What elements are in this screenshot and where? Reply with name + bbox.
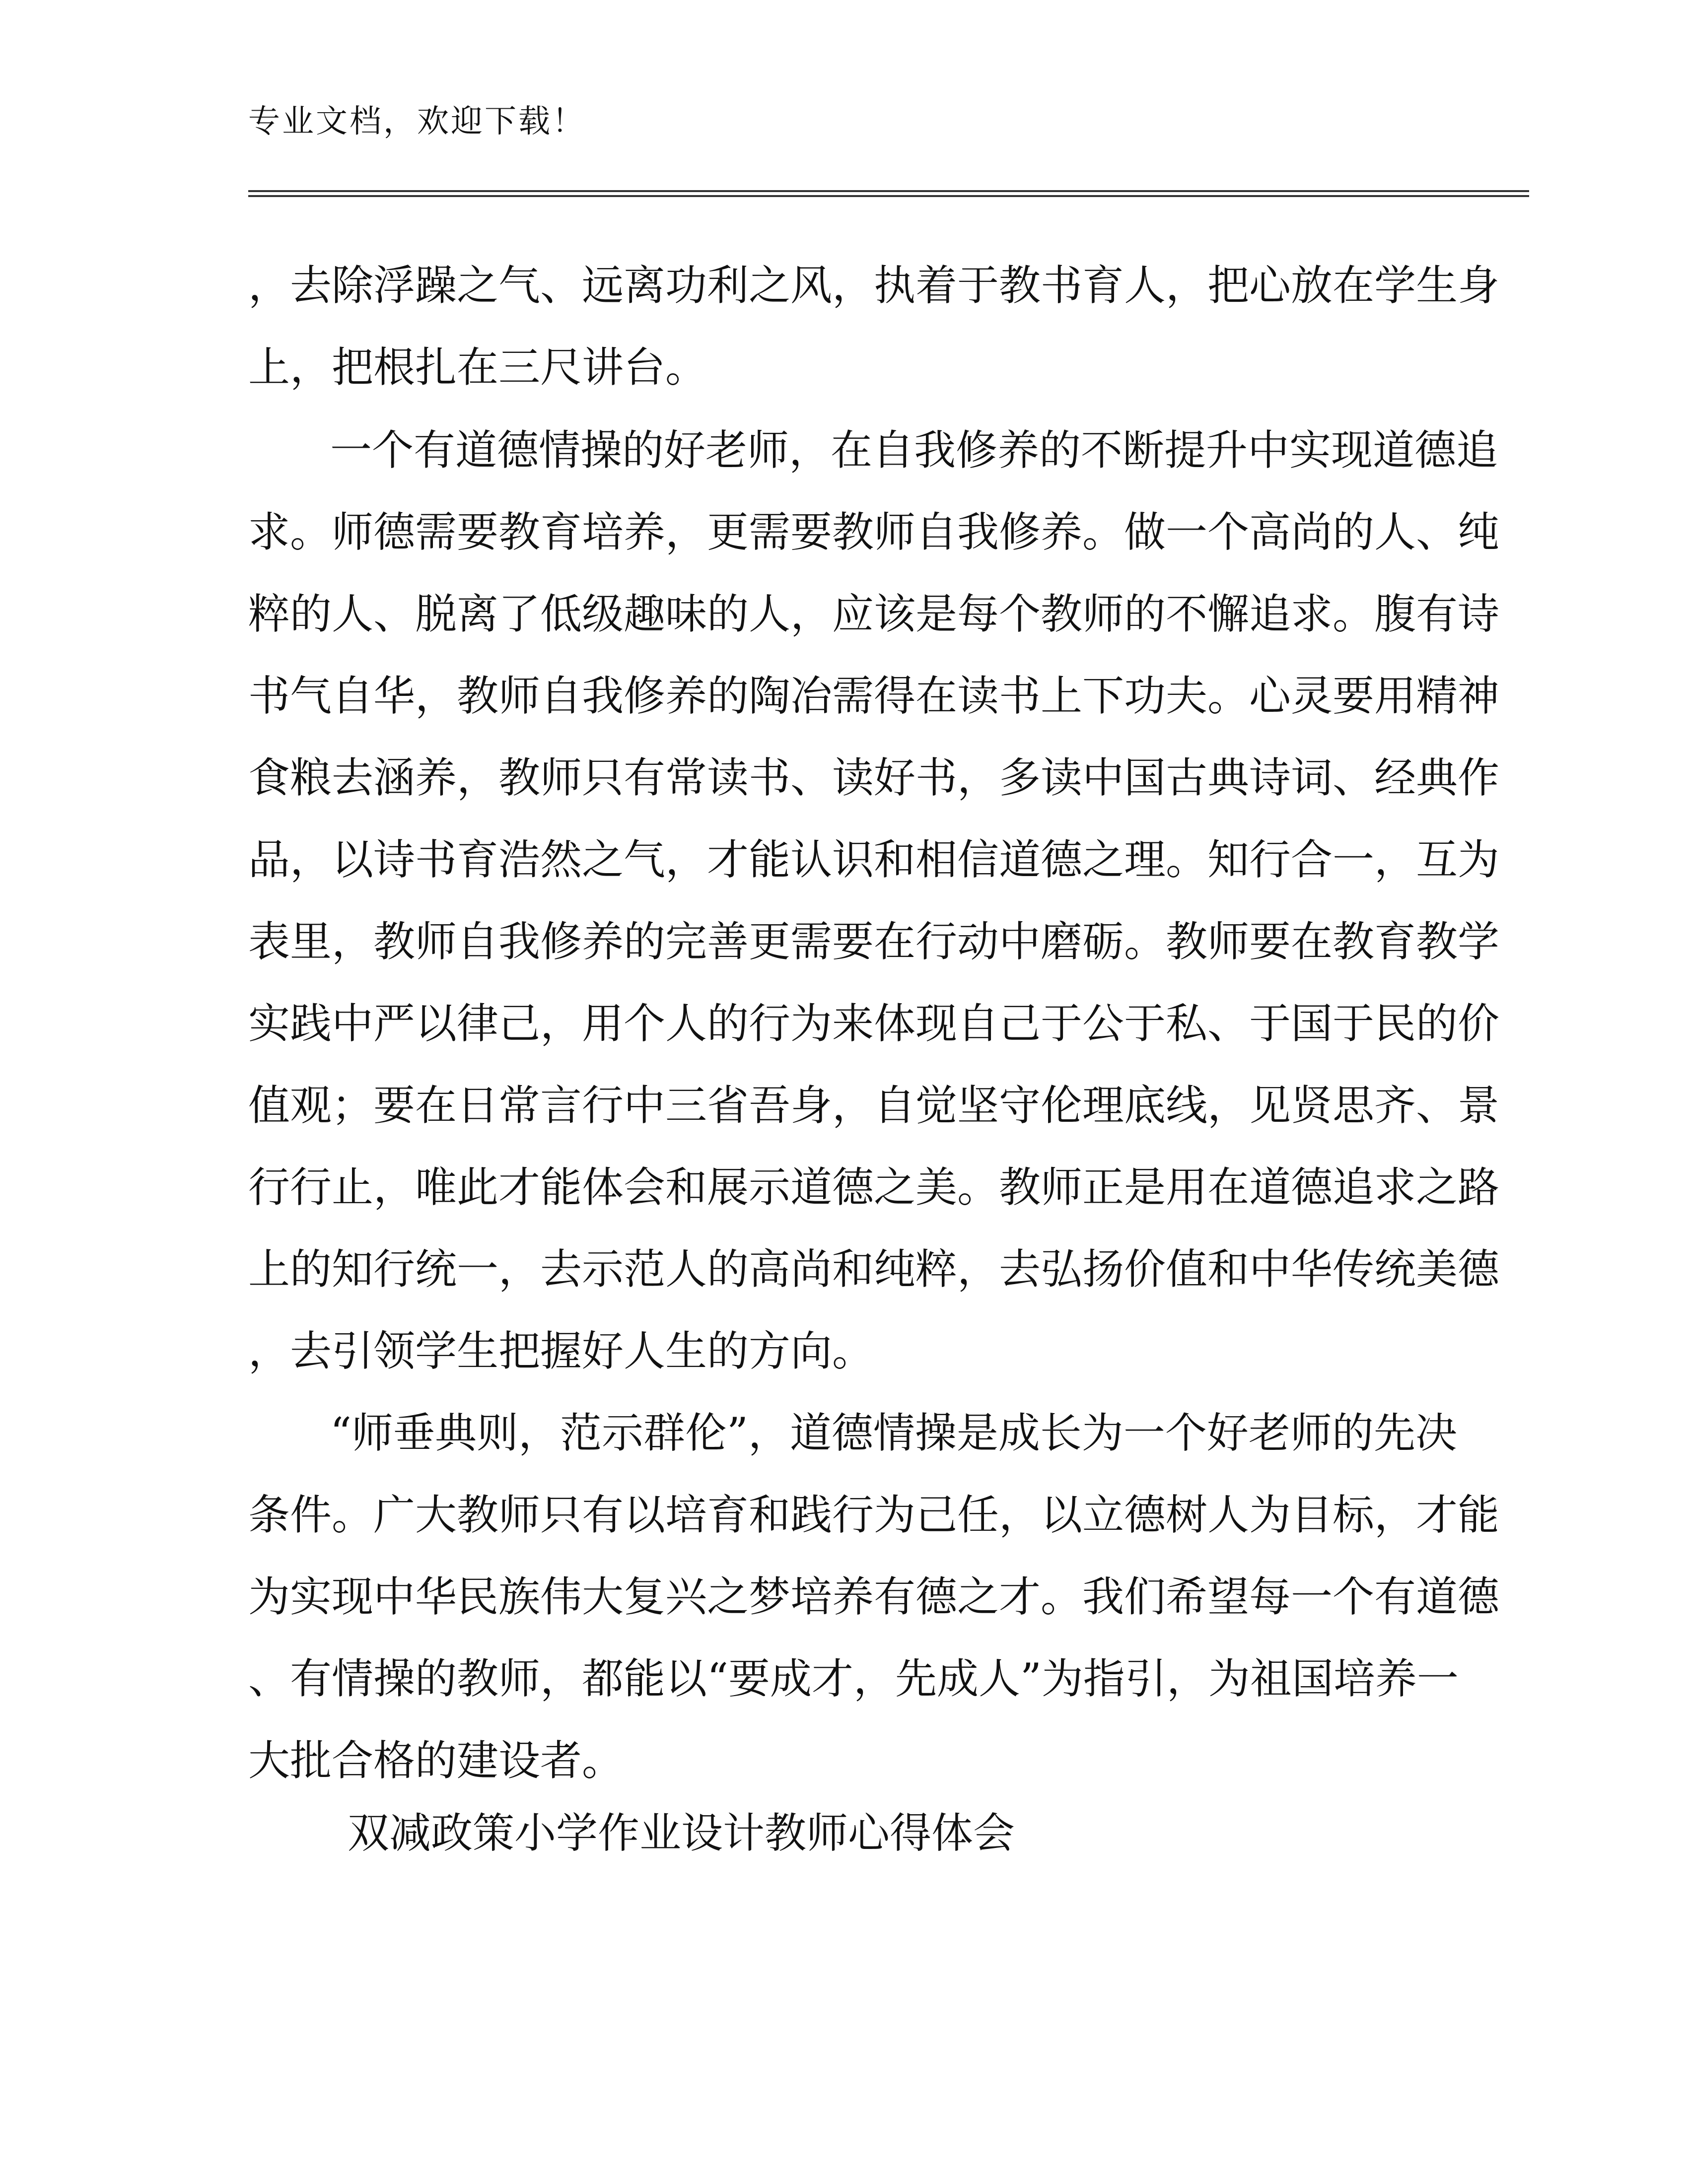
header-divider-top bbox=[248, 190, 1529, 192]
body-line: ，去除浮躁之气、远离功利之风，执着于教书育人，把心放在学生身 bbox=[248, 261, 1500, 310]
body-line: “师垂典则，范示群伦”，道德情操是成长为一个好老师的先决 bbox=[330, 1409, 1457, 1457]
page-header: 专业文档，欢迎下载！ bbox=[248, 103, 586, 140]
body-line: 大批合格的建设者。 bbox=[248, 1736, 624, 1785]
body-line: ，去引领学生把握好人生的方向。 bbox=[248, 1327, 874, 1375]
body-line: 书气自华，教师自我修养的陶冶需得在读书上下功夫。心灵要用精神 bbox=[248, 672, 1500, 720]
body-line: 粹的人、脱离了低级趣味的人，应该是每个教师的不懈追求。腹有诗 bbox=[248, 590, 1500, 638]
body-line: 一个有道德情操的好老师，在自我修养的不断提升中实现道德追 bbox=[330, 426, 1498, 475]
section-title: 双减政策小学作业设计教师心得体会 bbox=[348, 1809, 1015, 1857]
body-line: 为实现中华民族伟大复兴之梦培养有德之才。我们希望每一个有道德 bbox=[248, 1572, 1500, 1621]
body-line: 品，以诗书育浩然之气，才能认识和相信道德之理。知行合一，互为 bbox=[248, 835, 1500, 884]
body-line: 食粮去涵养，教师只有常读书、读好书，多读中国古典诗词、经典作 bbox=[248, 753, 1500, 802]
body-line: 上的知行统一，去示范人的高尚和纯粹，去弘扬价值和中华传统美德 bbox=[248, 1245, 1500, 1294]
body-line: 行行止，唯此才能体会和展示道德之美。教师正是用在道德追求之路 bbox=[248, 1163, 1500, 1212]
body-line: 、有情操的教师，都能以“要成才，先成人”为指引，为祖国培养一 bbox=[248, 1654, 1459, 1703]
body-line: 求。师德需要教育培养，更需要教师自我修养。做一个高尚的人、纯 bbox=[248, 508, 1500, 556]
body-line: 实践中严以律己，用个人的行为来体现自己于公于私、于国于民的价 bbox=[248, 999, 1500, 1048]
body-line: 上，把根扎在三尺讲台。 bbox=[248, 343, 707, 392]
header-divider-bottom bbox=[248, 195, 1529, 197]
body-line: 条件。广大教师只有以培育和践行为己任，以立德树人为目标，才能 bbox=[248, 1491, 1500, 1539]
body-line: 值观；要在日常言行中三省吾身，自觉坚守伦理底线，见贤思齐、景 bbox=[248, 1081, 1500, 1130]
body-line: 表里，教师自我修养的完善更需要在行动中磨砺。教师要在教育教学 bbox=[248, 917, 1500, 966]
